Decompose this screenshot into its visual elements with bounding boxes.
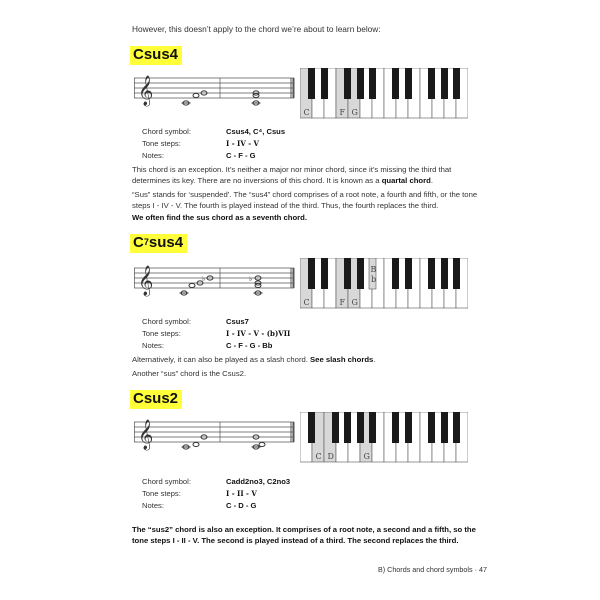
key-label: C: [303, 108, 310, 117]
label-tone-steps: Tone steps:: [142, 329, 181, 338]
keyboard-csus2: [300, 412, 468, 464]
chord-symbol-value: Csus4, C⁴, Csus: [226, 127, 286, 136]
notes-value: C - F - G: [226, 151, 256, 160]
staff-csus2: [134, 416, 296, 456]
page-footer: B) Chords and chord symbols · 47: [377, 565, 487, 574]
label-notes: Notes:: [142, 501, 164, 510]
tone-steps-value: I - II - V: [226, 489, 257, 498]
keyboard-csus4: [300, 68, 468, 120]
section-title-c7sus4: $C^7sus4$: [130, 234, 187, 253]
staff-csus4: [134, 72, 296, 112]
label-chord-symbol: Chord symbol:: [142, 127, 191, 136]
treble-clef-icon: 𝄞: [138, 420, 154, 450]
label-tone-steps: Tone steps:: [142, 489, 181, 498]
key-label: G: [351, 298, 358, 307]
notes-value: C - F - G - Bb: [226, 341, 273, 350]
label-notes: Notes:: [142, 341, 164, 350]
key-label: B: [370, 265, 377, 274]
intro-text: However, this doesn’t apply to the chord we’re about to learn below:: [132, 24, 381, 34]
paragraph: Another “sus” chord is the Csus2.: [132, 369, 247, 378]
chord-info-csus2: [142, 476, 362, 512]
tone-steps-value: I - IV - V - (b)VII: [226, 329, 291, 338]
key-label: F: [339, 298, 346, 307]
key-label: G: [351, 108, 358, 117]
chord-symbol-value: Cadd2no3, C2no3: [226, 477, 291, 486]
tone-steps-value: I - IV - V: [226, 139, 259, 148]
flat-icon: ♭: [249, 275, 253, 283]
chord-info-c7sus4: [142, 316, 362, 352]
label-notes: Notes:: [142, 151, 164, 160]
paragraph: “Sus” stands for ‘suspended’. The “sus4” chord comprises of a root note, a fourth and fifth, or the tone steps I - IV - V. The fourth is played instead of the third. Thus, the fourth replaces the third.: [132, 190, 478, 210]
treble-clef-icon: 𝄞: [138, 76, 154, 106]
chord-info-csus4: [142, 126, 362, 162]
slash-chords-link: See slash chords: [310, 355, 374, 364]
staff-c7sus4: [134, 262, 296, 302]
label-chord-symbol: Chord symbol:: [142, 317, 191, 326]
treble-clef-icon: 𝄞: [138, 266, 154, 296]
key-label: G: [363, 452, 370, 461]
key-label: C: [315, 452, 322, 461]
key-label: F: [339, 108, 346, 117]
keyboard-c7sus4: [300, 258, 468, 310]
key-label: D: [327, 452, 334, 461]
label-chord-symbol: Chord symbol:: [142, 477, 191, 486]
quartal-chord-term: quartal chord: [381, 176, 431, 185]
paragraph: This chord is an exception. It’s neither a major nor minor chord, since it’s missing the third that determines its key. There are no inversions of this chord. It is known as a quartal chord.: [132, 165, 452, 185]
paragraph-bold: We often find the sus chord as a seventh chord.: [132, 213, 307, 222]
key-label: b: [371, 275, 377, 284]
flat-icon: ♭: [202, 275, 206, 283]
section-title-csus2: Csus2: [130, 390, 182, 409]
section-title-csus4: Csus4: [130, 46, 182, 65]
notes-value: C - D - G: [226, 501, 257, 510]
key-label: C: [303, 298, 310, 307]
paragraph-bold: The “sus2” chord is also an exception. It comprises of a root note, a second and a fifth, so the tone steps I - II - V. The second is played instead of a third. The second replaces the third.: [132, 525, 476, 545]
paragraph: Alternatively, it can also be played as a slash chord. See slash chords.: [132, 355, 376, 364]
chord-symbol-value: Csus7: [226, 317, 249, 326]
label-tone-steps: Tone steps:: [142, 139, 181, 148]
